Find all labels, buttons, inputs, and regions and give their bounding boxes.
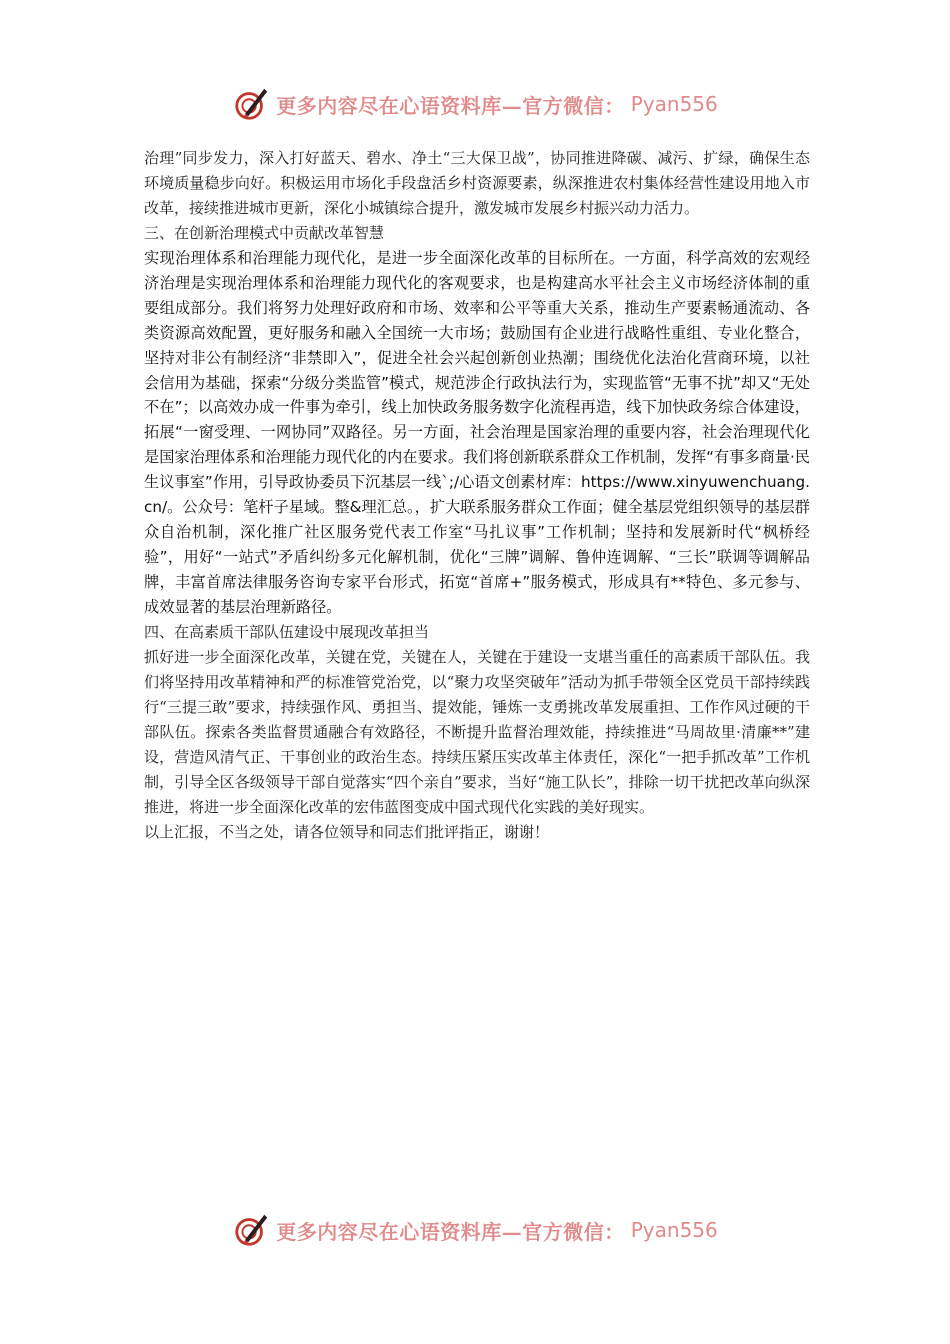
watermark-text: 更多内容尽在心语资料库—官方微信： [276,1219,625,1244]
watermark-text: 更多内容尽在心语资料库—官方微信： [276,93,625,118]
paragraph-ecology: 治理”同步发力，深入打好蓝天、碧水、净土“三大保卫战”，协同推进降碳、减污、扩绿，确保生态环境质量稳步向好。积极运用市场化手段盘活乡村资源要素，纵深推进农村集体经营性建设用地入市改革，接续推进城市更新，深化小城镇综合提升，激发城市发展乡村振兴动力活力。 [144,149,810,217]
watermark-wechat-id: Pyan556 [630,92,718,116]
pen-logo-icon [232,85,270,123]
paragraph-cadres: 抓好进一步全面深化改革，关键在党，关键在人，关键在于建设一支堪当重任的高素质干部队伍。我们将坚持用改革精神和严的标准管党治党，以“聚力攻坚突破年”活动为抓手带领全区党员干部持续践行“三提三敢”要求，持续强作风、勇担当、提效能，锤炼一支勇挑改革发展重担、工作作风过硬的干部队伍。探索各类监督贯通融合有效路径，不断提升监督治理效能，持续推进“马周故里·清廉**”建设，营造风清气正、干事创业的政治生态。持续压紧压实改革主体责任，深化“一把手抓改革”工作机制，引导全区各级领导干部自觉落实“四个亲自”要求，当好“施工队长”，排除一切干扰把改革向纵深推进，将进一步全面深化改革的宏伟蓝图变成中国式现代化实践的美好现实。 [144,647,810,816]
closing-remark: 以上汇报，不当之处，请各位领导和同志们批评指正，谢谢！ [144,822,550,841]
footer-watermark [0,1208,950,1252]
document-body [144,146,810,845]
section-heading-4: 四、在高素质干部队伍建设中展现改革担当 [144,622,430,641]
header-watermark [0,82,950,126]
watermark-wechat-id: Pyan556 [630,1218,718,1242]
pen-logo-icon [232,1211,270,1249]
paragraph-governance: 实现治理体系和治理能力现代化，是进一步全面深化改革的目标所在。一方面，科学高效的宏观经济治理是实现治理体系和治理能力现代化的客观要求，也是构建高水平社会主义市场经济体制的重要组成部分。我们将努力处理好政府和市场、效率和公平等重大关系，推动生产要素畅通流动、各类资源高效配置，更好服务和融入全国统一大市场；鼓励国有企业进行战略性重组、专业化整合，坚持对非公有制经济“非禁即入”，促进全社会兴起创新创业热潮；围绕优化法治化营商环境，以社会信用为基础，探索“分级分类监管”模式，规范涉企行政执法行为，实现监管“无事不扰”却又“无处不在”；以高效办成一件事为牵引，线上加快政务服务数字化流程再造，线下加快政务综合体建设，拓展“一窗受理、一网协同”双路径。另一方面，社会治理是国家治理的重要内容，社会治理现代化是国家治理体系和治理能力现代化的内在要求。我们将创新联系群众工作机制，发挥“有事多商量·民生议事室”作用，引导政协委员下沉基层一线`;/心语文创素材库：https://www.xinyuwenchuang.cn/。公众号：笔杆子星域。整&理汇总。，扩大联系服务群众工作面；健全基层党组织领导的基层群众自治机制，深化推广社区服务党代表工作室“马扎议事”工作机制；坚持和发展新时代“枫桥经验”，用好“一站式”矛盾纠纷多元化解机制，优化“三牌”调解、鲁仲连调解、“三长”联调等调解品牌，丰富首席法律服务咨询专家平台形式，拓宽“首席+”服务模式，形成具有**特色、多元参与、成效显著的基层治理新路径。 [144,249,810,616]
section-heading-3: 三、在创新治理模式中贡献改革智慧 [144,224,385,242]
